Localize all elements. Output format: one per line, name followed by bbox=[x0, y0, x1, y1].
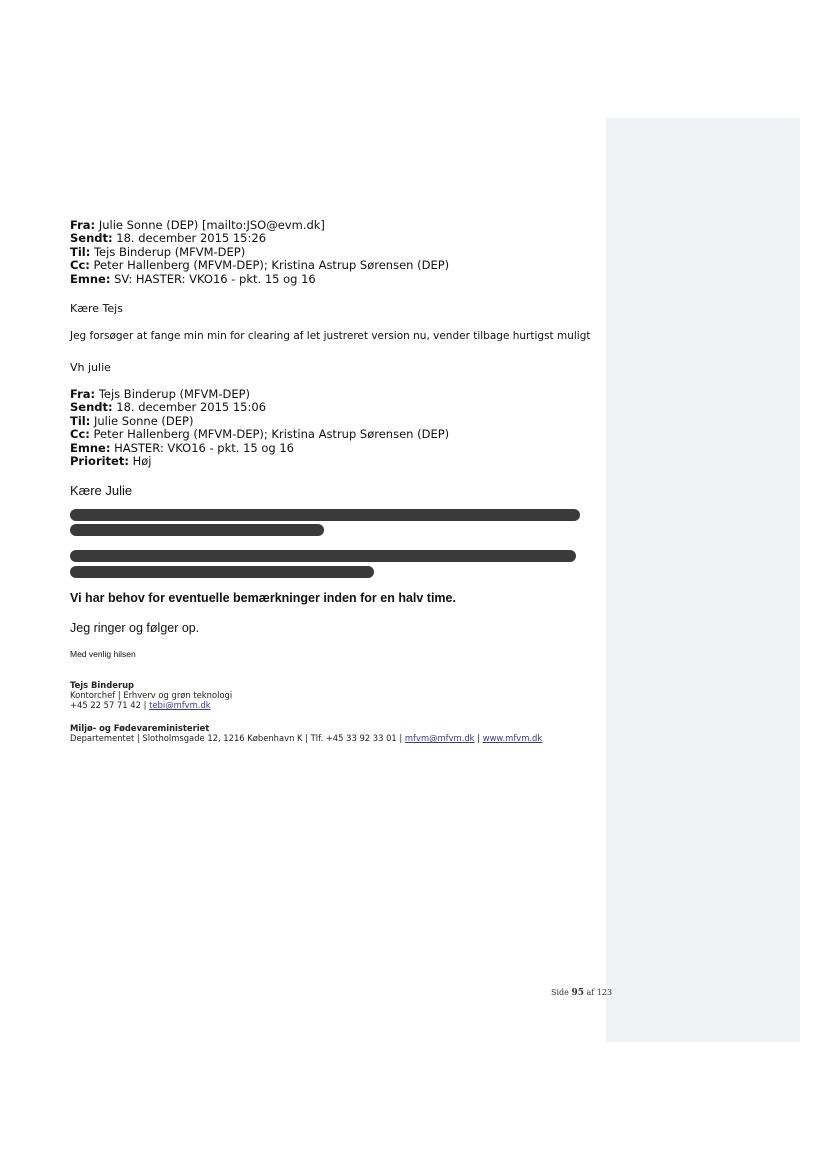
email1-sent: 18. december 2015 15:26 bbox=[116, 231, 267, 246]
redaction-bar bbox=[70, 509, 580, 521]
email2-from: Tejs Binderup (MFVM-DEP) bbox=[98, 387, 251, 401]
signature-title: Kontorchef | Erhverv og grøn teknologi bbox=[70, 690, 233, 700]
signature-email-link[interactable]: tebi@mfvm.dk bbox=[149, 700, 211, 710]
ministry-email-link[interactable]: mfvm@mfvm.dk bbox=[404, 733, 475, 743]
email2-greeting: Kære Julie bbox=[70, 483, 133, 498]
redaction-bar bbox=[70, 550, 576, 562]
email1-sent-row: Sendt: 18. december 2015 15:26 bbox=[70, 231, 267, 246]
email2-subject-row: Emne: HASTER: VKO16 - pkt. 15 og 16 bbox=[70, 440, 294, 455]
email2-cc-row: Cc: Peter Hallenberg (MFVM-DEP); Kristina Astrup Sørensen (DEP) bbox=[70, 427, 450, 442]
email2-priority: Høj bbox=[132, 454, 152, 469]
signature-block bbox=[70, 680, 232, 710]
email2-priority-row: Prioritet: Høj bbox=[70, 454, 152, 469]
link-separator: | bbox=[477, 733, 481, 743]
email1-cc: Peter Hallenberg (MFVM-DEP); Kristina Astrup Sørensen (DEP) bbox=[93, 258, 450, 273]
email1-cc-row: Cc: Peter Hallenberg (MFVM-DEP); Kristina Astrup Sørensen (DEP) bbox=[70, 258, 450, 273]
signature-phone: +45 22 57 71 42 | bbox=[70, 700, 147, 710]
email2-emphasis: Vi har behov for eventuelle bemærkninger inden for en halv time. bbox=[70, 591, 456, 605]
email2-cc: Peter Hallenberg (MFVM-DEP); Kristina Astrup Sørensen (DEP) bbox=[93, 427, 450, 442]
email2-header bbox=[70, 388, 449, 468]
email1-header bbox=[70, 219, 449, 286]
email1-subject: SV: HASTER: VKO16 - pkt. 15 og 16 bbox=[114, 271, 316, 286]
page-number: Side 95 af 123 bbox=[551, 988, 613, 998]
ministry-address: Departementet | Slotholmsgade 12, 1216 København K | Tlf. +45 33 92 33 01 | bbox=[70, 733, 403, 743]
scan-shadow-strip bbox=[606, 118, 800, 1042]
redaction-bar bbox=[70, 566, 374, 578]
email1-to: Tejs Binderup (MFVM-DEP) bbox=[93, 244, 246, 259]
email1-subject-row: Emne: SV: HASTER: VKO16 - pkt. 15 og 16 bbox=[70, 271, 316, 286]
signature-name: Tejs Binderup bbox=[70, 680, 135, 690]
email2-subject: HASTER: VKO16 - pkt. 15 og 16 bbox=[114, 440, 294, 455]
email2-to: Julie Sonne (DEP) bbox=[93, 413, 194, 428]
email2-sent-row: Sendt: 18. december 2015 15:06 bbox=[70, 400, 267, 415]
email1-signoff: Vh julie bbox=[70, 361, 111, 374]
email1-to-row: Til: Tejs Binderup (MFVM-DEP) bbox=[70, 244, 246, 259]
ministry-name: Miljø- og Fødevareministeriet bbox=[70, 723, 210, 733]
ministry-block bbox=[70, 723, 542, 743]
email1-greeting: Kære Tejs bbox=[70, 302, 123, 315]
ministry-website-link[interactable]: www.mfvm.dk bbox=[482, 733, 543, 743]
email2-from-row: Fra: Tejs Binderup (MFVM-DEP) bbox=[70, 387, 251, 401]
redaction-bar bbox=[70, 524, 324, 536]
email1-from: Julie Sonne (DEP) [mailto:JSO@evm.dk] bbox=[98, 218, 325, 232]
email2-regards: Med venlig hilsen bbox=[70, 649, 136, 659]
email2-sent: 18. december 2015 15:06 bbox=[116, 400, 267, 415]
email2-followup: Jeg ringer og følger op. bbox=[70, 621, 200, 635]
email1-from-row: Fra: Julie Sonne (DEP) [mailto:JSO@evm.dk] bbox=[70, 218, 325, 232]
email1-body: Jeg forsøger at fange min min for clearing af let justreret version nu, vender tilbage hurtigst muligt bbox=[70, 330, 591, 342]
email2-to-row: Til: Julie Sonne (DEP) bbox=[70, 413, 194, 428]
